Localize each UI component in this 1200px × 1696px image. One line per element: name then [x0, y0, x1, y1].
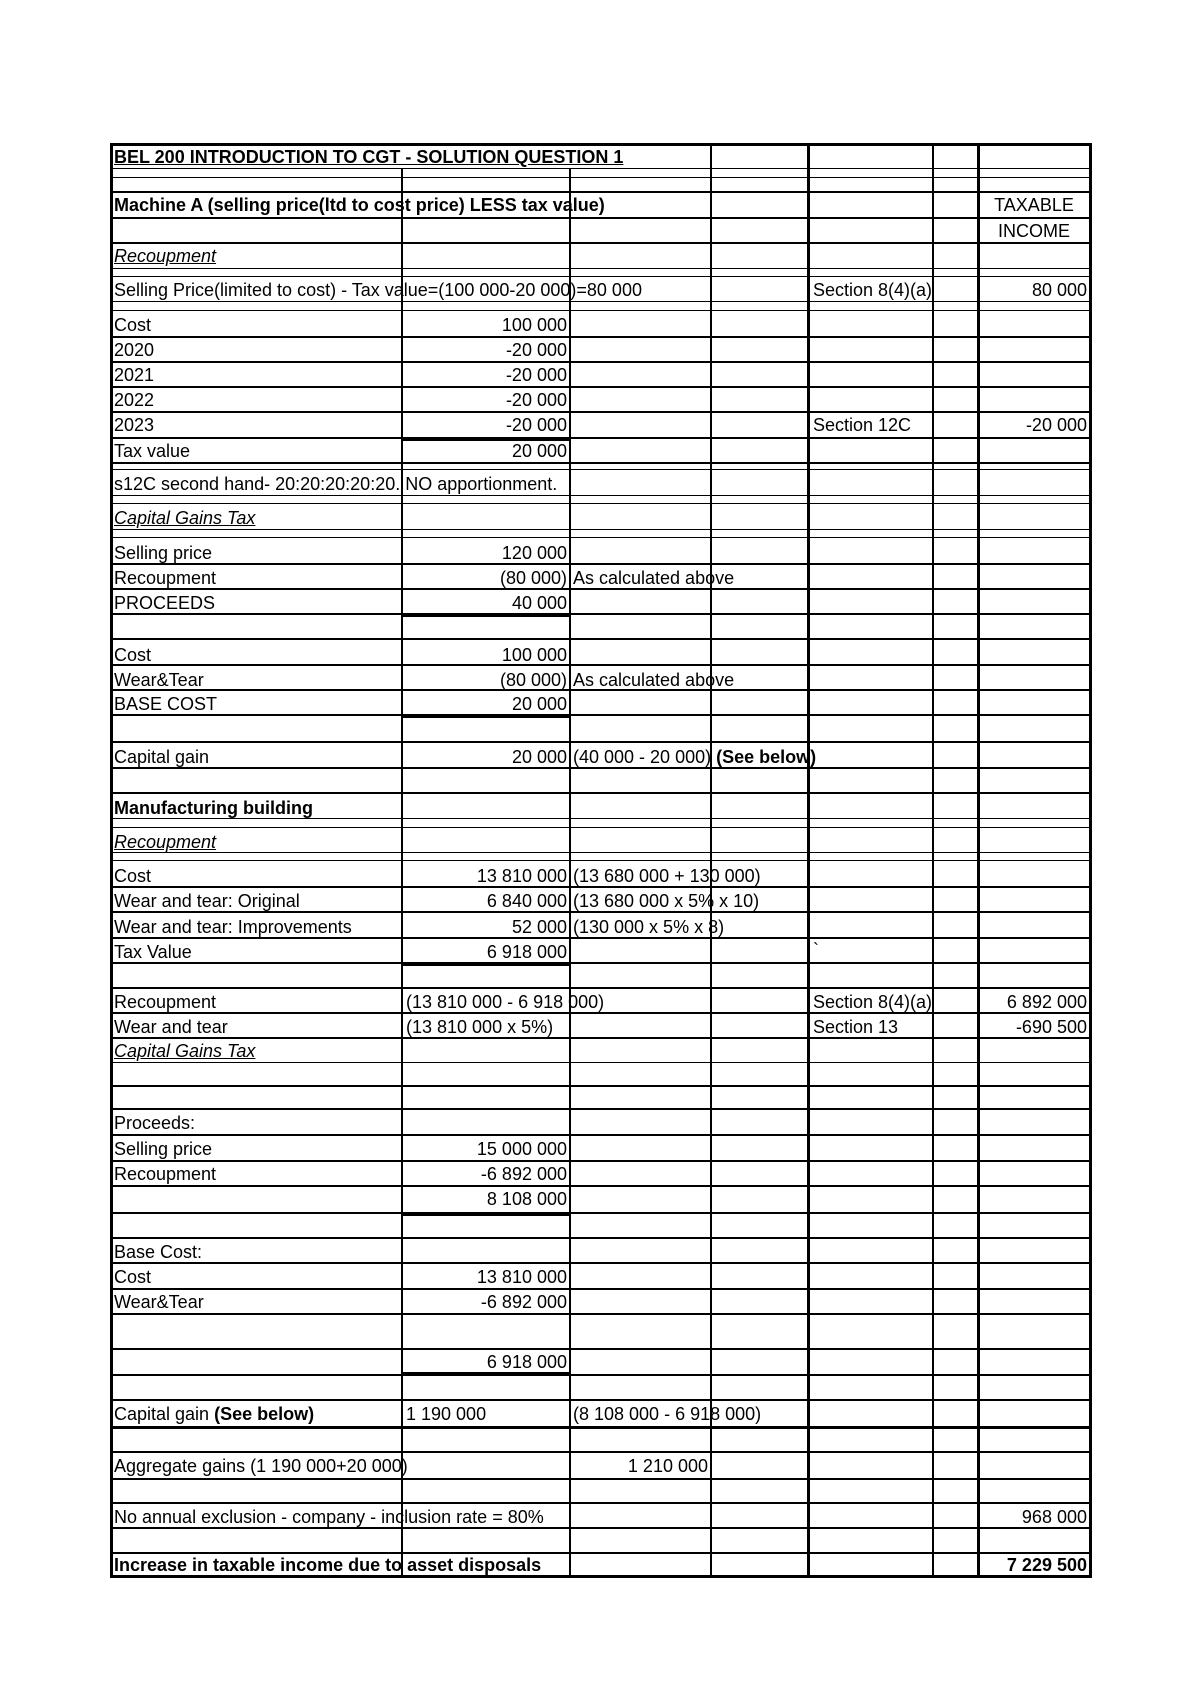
grid-line	[110, 1527, 1092, 1529]
grid-line	[110, 613, 1092, 615]
amount: 40 000	[511, 593, 567, 613]
amount: -20 000	[505, 365, 567, 385]
amount: 13 810 000	[476, 1267, 567, 1287]
grid-line	[110, 143, 1092, 146]
amount: 6 918 000	[486, 1352, 567, 1372]
row-label: Proceeds:	[114, 1113, 196, 1133]
row-label: Tax Value	[114, 942, 192, 962]
amount: -6 892 000	[480, 1164, 567, 1184]
grid-line	[110, 937, 1092, 939]
taxable-income-header: TAXABLE	[994, 195, 1074, 215]
amount: 20 000	[511, 441, 567, 461]
row-label: 2020	[114, 340, 155, 360]
amount: 8 108 000	[486, 1189, 567, 1209]
grid-line	[110, 1552, 1092, 1554]
row-label: Wear&Tear	[114, 1292, 204, 1312]
grid-line	[110, 827, 1092, 828]
grid-line	[110, 852, 1092, 853]
amount: -20 000	[505, 415, 567, 435]
grid-line	[110, 818, 1092, 819]
grid-line	[110, 714, 1092, 716]
total-taxable-income: 7 229 500	[1006, 1555, 1087, 1575]
comment: (130 000 x 5% x 8)	[573, 917, 725, 937]
grid-line	[110, 1037, 1092, 1039]
amount: (80 000)	[499, 670, 567, 690]
comment: (13 680 000 x 5% x 10)	[573, 891, 760, 911]
grid-line	[110, 911, 1092, 913]
grid-line	[110, 242, 1092, 244]
section-heading: Recoupment	[114, 832, 217, 852]
grid-line	[110, 495, 1092, 496]
row-label: Wear and tear	[114, 1017, 228, 1037]
grid-line	[110, 1012, 1092, 1014]
row-label: Cost	[114, 866, 152, 886]
grid-line	[569, 168, 571, 1577]
grid-line	[110, 168, 1092, 169]
section-ref: Section 8(4)(a)	[813, 992, 933, 1012]
grid-line	[110, 987, 1092, 989]
amount: 6 840 000	[486, 891, 567, 911]
grid-line	[110, 860, 1092, 861]
section-heading: Capital Gains Tax	[114, 508, 256, 528]
grid-line	[110, 563, 1092, 565]
amount: 13 810 000	[476, 866, 567, 886]
row-label: 2023	[114, 415, 155, 435]
row-label: Cost	[114, 645, 152, 665]
note: s12C second hand- 20:20:20:20:20. NO apportionment.	[114, 474, 558, 494]
amount: 20 000	[511, 694, 567, 714]
section-heading: Capital Gains Tax	[114, 1041, 256, 1061]
grid-line	[110, 1348, 1092, 1350]
comment: (13 680 000 + 130 000)	[573, 866, 761, 886]
amount: 1 210 000	[627, 1456, 708, 1476]
section-ref: Section 8(4)(a)	[813, 280, 933, 300]
row-label: BASE COST	[114, 694, 218, 714]
row-label: Capital gain (See below)	[114, 1404, 315, 1424]
grid-line	[110, 361, 1092, 363]
row-label: Capital gain	[114, 747, 210, 767]
formula: (13 810 000 - 6 918 000)	[406, 992, 605, 1012]
grid-line	[110, 217, 1092, 219]
row-label: Recoupment	[114, 992, 217, 1012]
grid-line	[110, 462, 1092, 464]
grid-line	[110, 1185, 1092, 1187]
section-ref: Section 13	[813, 1017, 899, 1037]
grid-line	[110, 469, 1092, 470]
taxable-income-value: 6 892 000	[1006, 992, 1087, 1012]
amount: -6 892 000	[480, 1292, 567, 1312]
grid-line	[110, 1062, 1092, 1063]
row-label: Recoupment	[114, 1164, 217, 1184]
grid-line	[110, 1134, 1092, 1136]
grid-line	[110, 1478, 1092, 1480]
formula: (13 810 000 x 5%)	[406, 1017, 554, 1037]
grid-line	[110, 1502, 1092, 1504]
row-label: Cost	[114, 315, 152, 335]
taxable-income-value: 80 000	[1031, 280, 1087, 300]
grid-line	[110, 1374, 1092, 1376]
row-label: Wear&Tear	[114, 670, 204, 690]
comment: As calculated above	[573, 670, 735, 690]
taxable-income-value: 968 000	[1021, 1507, 1087, 1527]
grid-line	[110, 1288, 1092, 1290]
machine-heading: Machine A (selling price(ltd to cost price) LESS tax value)	[114, 195, 605, 215]
grid-line	[110, 386, 1092, 388]
grid-line	[110, 336, 1092, 338]
grid-line	[110, 437, 1092, 439]
grid-line	[110, 1212, 1092, 1214]
row-label: Cost	[114, 1267, 152, 1287]
amount: 100 000	[501, 645, 567, 665]
grid-line	[401, 962, 571, 966]
grid-line	[110, 962, 1092, 964]
taxable-income-value: -20 000	[1025, 415, 1087, 435]
grid-line	[110, 268, 1092, 269]
amount: 20 000	[511, 747, 567, 767]
grid-line	[110, 503, 1092, 504]
taxable-income-value: -690 500	[1015, 1017, 1087, 1037]
grid-line	[110, 537, 1092, 538]
grid-line	[110, 1237, 1092, 1239]
grid-line	[401, 714, 571, 718]
grid-line	[110, 1451, 1092, 1453]
section-heading: Recoupment	[114, 246, 217, 266]
grid-line	[110, 1313, 1092, 1315]
grid-line	[110, 1399, 1092, 1401]
row-label: Recoupment	[114, 568, 217, 588]
grid-line	[110, 529, 1092, 530]
grid-line	[110, 310, 1092, 311]
comment: As calculated above	[573, 568, 735, 588]
grid-line	[110, 767, 1092, 769]
row-label: Base Cost:	[114, 1242, 203, 1262]
row-label: Wear and tear: Improvements	[114, 917, 352, 937]
row-label: Wear and tear: Original	[114, 891, 300, 911]
amount: 100 000	[501, 315, 567, 335]
grid-line	[110, 1426, 1092, 1429]
grid-line	[110, 411, 1092, 413]
row-label: PROCEEDS	[114, 593, 216, 613]
total-label: Increase in taxable income due to asset disposals	[114, 1555, 542, 1575]
row-label: Aggregate gains (1 190 000+20 000)	[114, 1456, 408, 1476]
grid-line	[110, 741, 1092, 743]
amount: 15 000 000	[476, 1139, 567, 1159]
row-label: 2021	[114, 365, 155, 385]
section-heading: Manufacturing building	[114, 798, 313, 818]
grid-line	[110, 664, 1092, 666]
row-label: 2022	[114, 390, 155, 410]
page-title: BEL 200 INTRODUCTION TO CGT - SOLUTION QUESTION 1	[114, 147, 624, 167]
comment: (40 000 - 20 000) (See below)	[573, 747, 817, 767]
row-label: No annual exclusion - company - inclusion rate = 80%	[114, 1507, 544, 1527]
grid-line	[110, 276, 1092, 277]
amount: -20 000	[505, 340, 567, 360]
grid-line	[110, 792, 1092, 794]
amount: 52 000	[511, 917, 567, 937]
grid-line	[110, 886, 1092, 888]
section-ref: Section 12C	[813, 415, 912, 435]
row-label: Selling price	[114, 1139, 213, 1159]
grid-line	[110, 1085, 1092, 1087]
amount: 6 918 000	[486, 942, 567, 962]
row-label: Selling Price(limited to cost) - Tax value=(100 000-20 000)=80 000	[114, 280, 642, 300]
grid-line	[110, 1262, 1092, 1264]
grid-line	[110, 1108, 1092, 1110]
grid-line	[110, 177, 1092, 178]
grid-line	[110, 191, 1092, 193]
stray-mark: `	[813, 940, 819, 960]
grid-line	[110, 301, 1092, 302]
amount: -20 000	[505, 390, 567, 410]
amount: (80 000)	[499, 568, 567, 588]
grid-line	[401, 613, 571, 617]
grid-line	[110, 1160, 1092, 1162]
grid-line	[110, 638, 1092, 640]
amount: 120 000	[501, 543, 567, 563]
row-label: Selling price	[114, 543, 213, 563]
grid-line	[110, 1575, 1092, 1578]
comment: (8 108 000 - 6 918 000)	[573, 1404, 762, 1424]
taxable-income-header: INCOME	[998, 221, 1070, 241]
amount: 1 190 000	[406, 1404, 487, 1424]
grid-line	[110, 588, 1092, 590]
row-label: Tax value	[114, 441, 191, 461]
